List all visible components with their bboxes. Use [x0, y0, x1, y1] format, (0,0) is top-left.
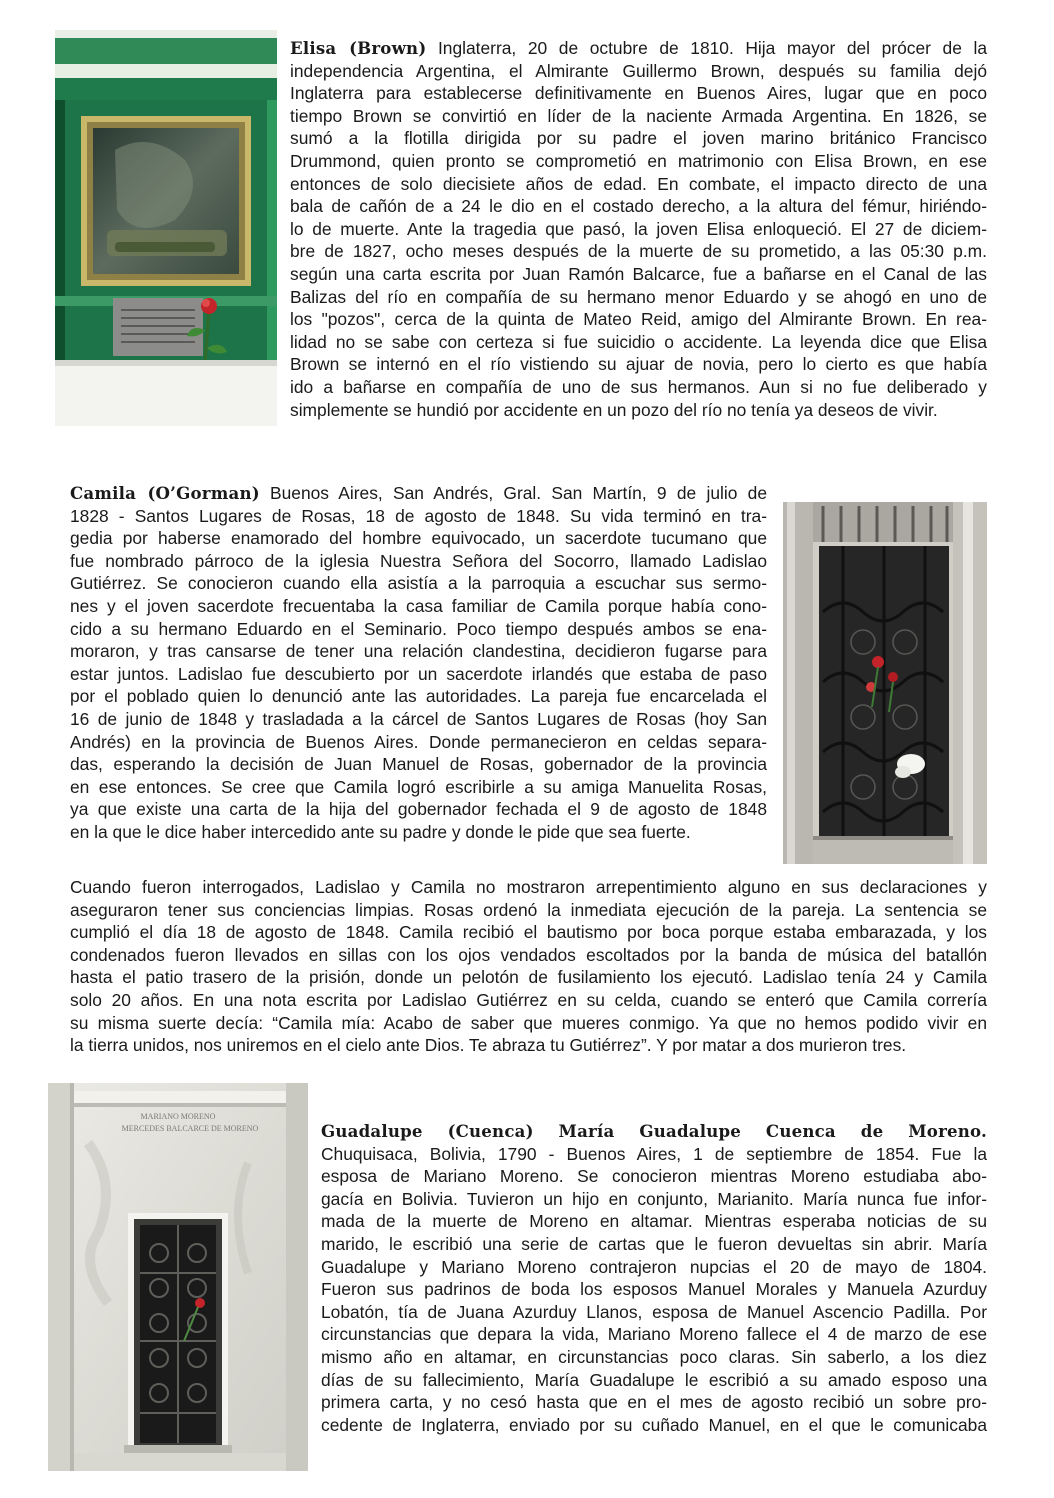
- text-line: lo de muerte. Ante la tragedia que pasó, la joven Elisa enloqueció. El 27 de diciem-: [290, 218, 987, 239]
- camila-biography-top: [70, 482, 767, 844]
- text-line: los "pozos", cerca de la quinta de Mateo Reid, amigo del Almirante Brown. En rea-: [290, 309, 987, 330]
- elisa-biography: [290, 37, 987, 421]
- guadalupe-name: Guadalupe (Cuenca) María Guadalupe Cuenca de Moreno.: [321, 1121, 987, 1141]
- text-line: cedente de Inglaterra, enviado por su cuñado Manuel, en el que le comunicaba: [321, 1414, 987, 1435]
- camila-biography-bottom: [70, 876, 987, 1057]
- text-line: Cuando fueron interrogados, Ladislao y Camila no mostraron arrepentimiento alguno en sus declaraciones y: [70, 877, 987, 897]
- plaque-line-1: MARIANO MORENO: [140, 1112, 216, 1121]
- text-line: ido a bañarse en compañía de uno de sus hermanos. Aun si no fue deliberado y: [290, 376, 987, 397]
- text-line: Gutiérrez. Se conocieron cuando ella asistía a la parroquia a escuchar sus sermo-: [70, 573, 767, 594]
- text-line: [70, 482, 767, 505]
- text-line: Lobatón, tía de Juana Azurduy Llanos, esposa de Manuel Ascencio Padilla. Por: [321, 1301, 987, 1322]
- text-line: ya que existe una carta de la hija del gobernador fechada el 9 de agosto de 1848: [70, 799, 767, 820]
- text-line: sumó a la flotilla dirigida por su padre el joven marino británico Francisco: [290, 128, 987, 149]
- text-line: hasta el patio trasero de la prisión, donde un pelotón de fusilamiento los ejecutó. Ladislao tenía 24 y Camila: [70, 967, 987, 988]
- text-line: bre de 1827, ocho meses después de la muerte de su prometido, a las 05:30 p.m.: [290, 241, 987, 262]
- text-line: Drummond, quien pronto se comprometió en matrimonio con Elisa Brown, en ese: [290, 150, 987, 171]
- text-line: cumplió el día 18 de agosto de 1848. Camila recibió el bautismo por boca porque estaba embarazada, y los: [70, 922, 987, 943]
- text-line: fue nombrado párroco de la iglesia Nuestra Señora del Socorro, llamado Ladislao: [70, 550, 767, 571]
- text-line: gacía en Bolivia. Tuvieron un hijo en conjunto, Marianito. María nunca fue infor-: [321, 1188, 987, 1209]
- plaque-line-2: MERCEDES BALCARCE DE MORENO: [121, 1124, 259, 1133]
- guadalupe-biography: [321, 1120, 987, 1436]
- text-line: por el poblado quien lo denunció ante las autoridades. La pareja fue encarcelada el: [70, 686, 767, 707]
- text-line: [321, 1120, 987, 1143]
- text-line: solo 20 años. En una nota escrita por Ladislao Gutiérrez en su celda, cuando se enteró que Camila correría: [70, 989, 987, 1010]
- text-line: Guadalupe y Mariano Moreno contrajeron nupcias el 20 de mayo de 1804.: [321, 1256, 987, 1277]
- text-line: nes y el joven sacerdote frecuentaba la casa familiar de Camila porque había cono-: [70, 595, 767, 616]
- text-segment: Inglaterra, 20 de octubre de 1810. Hija mayor del prócer de la: [426, 38, 987, 58]
- text-line: entonces de solo diecisiete años de edad. En combate, el impacto directo de una: [290, 173, 987, 194]
- camila-tomb-illustration: [783, 502, 987, 864]
- text-line: esposa de Mariano Moreno. Se conocieron mientras Moreno estudiaba abo-: [321, 1166, 987, 1187]
- text-line: das, esperando la decisión de Juan Manuel de Rosas, gobernador de la provincia: [70, 754, 767, 775]
- text-line: Balizas del río en compañía de su hermano menor Eduardo y se ahogó en uno de: [290, 286, 987, 307]
- text-line: Chuquisaca, Bolivia, 1790 - Buenos Aires, 1 de septiembre de 1854. Fue la: [321, 1143, 987, 1164]
- text-line: en la que le dice haber intercedido ante su padre y donde le pide que sea fuerte.: [70, 821, 691, 842]
- text-line: gedia por haberse enamorado del hombre equivocado, un sacerdote tucumano que: [70, 528, 767, 549]
- elisa-tomb-illustration: [55, 30, 277, 426]
- text-line: mada de la muerte de Moreno en altamar. Mientras esperaba noticias de su: [321, 1211, 987, 1232]
- text-line: en ese entonces. Se cree que Camila logró escribirle a su amiga Manuelita Rosas,: [70, 776, 767, 797]
- text-line: Andrés) en la provincia de Buenos Aires. Donde permanecieron en celdas separa-: [70, 731, 767, 752]
- guadalupe-tomb-illustration: [48, 1083, 308, 1471]
- text-line: Fueron sus padrinos de boda los esposos Manuel Morales y Manuela Azurduy: [321, 1279, 987, 1300]
- text-line: bala de cañón de a 24 le dio en el costado derecho, a la altura del fémur, hiriéndo-: [290, 196, 987, 217]
- text-line: la tierra unidos, nos uniremos en el cielo ante Dios. Te abraza tu Gutiérrez”. Y por matar a dos murieron tres.: [70, 1035, 907, 1056]
- text-line: Brown se internó en el río vistiendo su ajuar de novia, pero lo cierto es que había: [290, 354, 987, 375]
- text-line: cido a su hermano Eduardo en el Seminario. Poco tiempo después ambos se ena-: [70, 618, 767, 639]
- text-line: días de su fallecimiento, María Guadalupe le escribió a su amado esposo una: [321, 1369, 987, 1390]
- text-line: mismo año en altamar, en circunstancias poco claras. Sin saberlo, a los diez: [321, 1346, 987, 1367]
- text-line: primera carta, y no cesó hasta que en el mes de agosto recibió un sobre pro-: [321, 1392, 987, 1413]
- elisa-tomb-photo: [55, 30, 277, 426]
- text-line: lidad no se sabe con certeza si fue suicidio o accidente. La leyenda dice que Elisa: [290, 331, 987, 352]
- text-line: su misma suerte decía: “Camila mía: Acabo de saber que mueres conmigo. Ya que no hemos podido vivir en: [70, 1012, 987, 1033]
- camila-tomb-photo: [783, 502, 987, 864]
- text-line: simplemente se hundió por accidente en un pozo del río no tenía ya deseos de vivir.: [290, 399, 938, 420]
- text-segment: Buenos Aires, San Andrés, Gral. San Martín, 9 de julio de: [259, 483, 767, 503]
- text-line: moraron, y tras cansarse de tener una relación clandestina, decidieron fugarse para: [70, 641, 767, 662]
- text-line: según una carta escrita por Juan Ramón Balcarce, fue a bañarse en el Canal de las: [290, 263, 987, 284]
- text-line: circunstancias que depara la vida, Mariano Moreno fallece el 4 de marzo de ese: [321, 1324, 987, 1345]
- text-line: marido, le escribió una serie de cartas que le fueron devueltas sin abrir. María: [321, 1233, 987, 1254]
- text-line: condenados fueron llevados en sillas con los ojos vendados escoltados por la banda de música del batallón: [70, 944, 987, 965]
- text-line: estar juntos. Ladislao fue descubierto por un sacerdote irlandés que estaba de paso: [70, 663, 767, 684]
- text-line: independencia Argentina, el Almirante Guillermo Brown, después su familia dejó: [290, 60, 987, 81]
- text-line: Inglaterra para establecerse definitivamente en Buenos Aires, lugar que en poco: [290, 83, 987, 104]
- text-line: tiempo Brown se convirtió en líder de la naciente Armada Argentina. En 1826, se: [290, 105, 987, 126]
- text-line: aseguraron tener sus conciencias limpias. Rosas ordenó la inmediata ejecución de la pareja. La sentencia se: [70, 899, 987, 920]
- guadalupe-tomb-photo: [48, 1083, 308, 1471]
- elisa-name: Elisa (Brown): [290, 38, 427, 58]
- camila-name: Camila (O’Gorman): [70, 483, 260, 503]
- text-line: [290, 37, 987, 60]
- text-line: 1828 - Santos Lugares de Rosas, 18 de agosto de 1848. Su vida terminó en tra-: [70, 505, 767, 526]
- text-line: 16 de junio de 1848 y trasladada a la cárcel de Santos Lugares de Rosas (hoy San: [70, 708, 767, 729]
